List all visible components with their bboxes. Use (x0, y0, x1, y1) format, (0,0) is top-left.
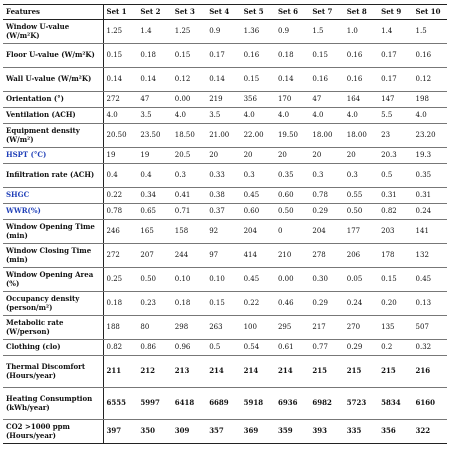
value-cell: 198 (413, 92, 447, 108)
value-cell: 0.15 (103, 44, 137, 68)
value-cell: 0.20 (378, 292, 412, 316)
value-cell: 19.50 (275, 124, 309, 148)
value-cell: 204 (309, 220, 343, 244)
value-cell: 214 (241, 356, 275, 388)
value-cell: 20 (344, 148, 378, 164)
value-cell: 1.5 (309, 20, 343, 44)
value-cell: 170 (275, 92, 309, 108)
value-cell: 359 (275, 420, 309, 444)
table-row (3, 204, 447, 220)
value-cell: 0.35 (413, 164, 447, 188)
feature-label: WWR(%) (3, 204, 103, 220)
value-cell: 0.30 (309, 268, 343, 292)
value-cell: 6936 (275, 388, 309, 420)
value-cell: 0.14 (275, 68, 309, 92)
value-cell: 20 (206, 148, 240, 164)
value-cell: 244 (172, 244, 206, 268)
header-set-7: Set 7 (309, 5, 343, 20)
value-cell: 20.50 (103, 124, 137, 148)
value-cell: 158 (172, 220, 206, 244)
value-cell: 0.12 (172, 68, 206, 92)
value-cell: 0.3 (241, 164, 275, 188)
value-cell: 0.78 (103, 204, 137, 220)
feature-label: Ventilation (ACH) (3, 108, 103, 124)
value-cell: 92 (206, 220, 240, 244)
table-row (3, 20, 447, 44)
value-cell: 19.3 (413, 148, 447, 164)
feature-label: Window U-value (W/m²K) (3, 20, 103, 44)
value-cell: 0.15 (172, 44, 206, 68)
value-cell: 0.45 (241, 268, 275, 292)
value-cell: 20.3 (378, 148, 412, 164)
value-cell: 203 (378, 220, 412, 244)
value-cell: 211 (103, 356, 137, 388)
value-cell: 164 (344, 92, 378, 108)
value-cell: 4.0 (241, 108, 275, 124)
value-cell: 0.17 (378, 68, 412, 92)
value-cell: 0.50 (137, 268, 171, 292)
table-row (3, 420, 447, 444)
value-cell: 213 (172, 356, 206, 388)
feature-label: Wall U-value (W/m²K) (3, 68, 103, 92)
table-row (3, 124, 447, 148)
table-row (3, 148, 447, 164)
value-cell: 0.29 (309, 204, 343, 220)
header-set-9: Set 9 (378, 5, 412, 20)
value-cell: 19 (103, 148, 137, 164)
value-cell: 0.14 (137, 68, 171, 92)
value-cell: 0.65 (137, 204, 171, 220)
value-cell: 0.14 (103, 68, 137, 92)
value-cell: 0.4 (137, 164, 171, 188)
table-row (3, 316, 447, 340)
value-cell: 369 (241, 420, 275, 444)
feature-label: HSPT (°C) (3, 148, 103, 164)
value-cell: 4.0 (275, 108, 309, 124)
value-cell: 47 (309, 92, 343, 108)
value-cell: 0.5 (206, 340, 240, 356)
features-table (3, 4, 447, 444)
value-cell: 0.18 (137, 44, 171, 68)
value-cell: 0.13 (413, 292, 447, 316)
header-set-6: Set 6 (275, 5, 309, 20)
table-row (3, 388, 447, 420)
value-cell: 356 (241, 92, 275, 108)
value-cell: 0.71 (172, 204, 206, 220)
header-set-2: Set 2 (137, 5, 171, 20)
value-cell: 0.15 (309, 44, 343, 68)
value-cell: 20 (241, 148, 275, 164)
value-cell: 1.0 (344, 20, 378, 44)
value-cell: 295 (275, 316, 309, 340)
value-cell: 393 (309, 420, 343, 444)
value-cell: 0.10 (206, 268, 240, 292)
value-cell: 141 (413, 220, 447, 244)
value-cell: 0.50 (344, 204, 378, 220)
table-row (3, 292, 447, 316)
value-cell: 3.5 (206, 108, 240, 124)
value-cell: 278 (309, 244, 343, 268)
feature-label: Thermal Discomfort (Hours/year) (3, 356, 103, 388)
value-cell: 0.4 (103, 164, 137, 188)
value-cell: 0.86 (137, 340, 171, 356)
value-cell: 23.20 (413, 124, 447, 148)
feature-label: Window Opening Area (%) (3, 268, 103, 292)
value-cell: 1.4 (378, 20, 412, 44)
value-cell: 1.5 (413, 20, 447, 44)
value-cell: 414 (241, 244, 275, 268)
header-set-1: Set 1 (103, 5, 137, 20)
value-cell: 0.45 (413, 268, 447, 292)
value-cell: 18.00 (344, 124, 378, 148)
value-cell: 20 (309, 148, 343, 164)
value-cell: 4.0 (344, 108, 378, 124)
feature-label: Metabolic rate (W/person) (3, 316, 103, 340)
value-cell: 22.00 (241, 124, 275, 148)
table-row (3, 220, 447, 244)
value-cell: 4.0 (413, 108, 447, 124)
value-cell: 298 (172, 316, 206, 340)
value-cell: 350 (137, 420, 171, 444)
table-row (3, 356, 447, 388)
value-cell: 188 (103, 316, 137, 340)
table-row (3, 268, 447, 292)
value-cell: 0.2 (378, 340, 412, 356)
value-cell: 0.96 (172, 340, 206, 356)
value-cell: 0.15 (206, 292, 240, 316)
value-cell: 6160 (413, 388, 447, 420)
value-cell: 322 (413, 420, 447, 444)
feature-label: Heating Consumption (kWh/year) (3, 388, 103, 420)
value-cell: 219 (206, 92, 240, 108)
feature-label: Occupancy density (person/m²) (3, 292, 103, 316)
value-cell: 0.18 (103, 292, 137, 316)
value-cell: 0.5 (378, 164, 412, 188)
value-cell: 215 (344, 356, 378, 388)
value-cell: 0.23 (137, 292, 171, 316)
value-cell: 0.3 (309, 164, 343, 188)
feature-label: Window Closing Time (min) (3, 244, 103, 268)
value-cell: 0.29 (309, 292, 343, 316)
value-cell: 0.41 (172, 188, 206, 204)
table-row (3, 340, 447, 356)
value-cell: 0.17 (378, 44, 412, 68)
value-cell: 0.22 (241, 292, 275, 316)
value-cell: 23.50 (137, 124, 171, 148)
value-cell: 5723 (344, 388, 378, 420)
value-cell: 507 (413, 316, 447, 340)
value-cell: 0 (275, 220, 309, 244)
value-cell: 18.00 (309, 124, 343, 148)
value-cell: 0.9 (206, 20, 240, 44)
table-row (3, 108, 447, 124)
value-cell: 0.60 (275, 188, 309, 204)
feature-label: Infiltration rate (ACH) (3, 164, 103, 188)
value-cell: 216 (413, 356, 447, 388)
value-cell: 165 (137, 220, 171, 244)
value-cell: 18.50 (172, 124, 206, 148)
value-cell: 0.22 (103, 188, 137, 204)
value-cell: 0.25 (103, 268, 137, 292)
value-cell: 19 (137, 148, 171, 164)
value-cell: 0.18 (275, 44, 309, 68)
value-cell: 0.60 (241, 204, 275, 220)
value-cell: 309 (172, 420, 206, 444)
value-cell: 204 (241, 220, 275, 244)
feature-label: Orientation (°) (3, 92, 103, 108)
value-cell: 6555 (103, 388, 137, 420)
value-cell: 0.35 (275, 164, 309, 188)
value-cell: 0.12 (413, 68, 447, 92)
value-cell: 270 (344, 316, 378, 340)
value-cell: 0.15 (241, 68, 275, 92)
value-cell: 0.31 (378, 188, 412, 204)
value-cell: 246 (103, 220, 137, 244)
header-set-3: Set 3 (172, 5, 206, 20)
value-cell: 0.3 (172, 164, 206, 188)
value-cell: 6418 (172, 388, 206, 420)
value-cell: 0.78 (309, 188, 343, 204)
value-cell: 0.29 (344, 340, 378, 356)
value-cell: 214 (275, 356, 309, 388)
value-cell: 214 (206, 356, 240, 388)
value-cell: 5.5 (378, 108, 412, 124)
feature-label: CO2 >1000 ppm (Hours/year) (3, 420, 103, 444)
value-cell: 100 (241, 316, 275, 340)
value-cell: 177 (344, 220, 378, 244)
value-cell: 3.5 (137, 108, 171, 124)
value-cell: 0.16 (309, 68, 343, 92)
value-cell: 0.55 (344, 188, 378, 204)
value-cell: 0.16 (413, 44, 447, 68)
value-cell: 178 (378, 244, 412, 268)
feature-label: Window Opening Time (min) (3, 220, 103, 244)
value-cell: 215 (378, 356, 412, 388)
value-cell: 80 (137, 316, 171, 340)
value-cell: 357 (206, 420, 240, 444)
value-cell: 0.38 (206, 188, 240, 204)
value-cell: 0.05 (344, 268, 378, 292)
value-cell: 0.45 (241, 188, 275, 204)
header-row (3, 5, 447, 20)
value-cell: 0.16 (344, 68, 378, 92)
value-cell: 0.16 (241, 44, 275, 68)
value-cell: 0.34 (137, 188, 171, 204)
value-cell: 0.33 (206, 164, 240, 188)
value-cell: 356 (378, 420, 412, 444)
value-cell: 5997 (137, 388, 171, 420)
value-cell: 0.00 (275, 268, 309, 292)
table-row (3, 92, 447, 108)
table-row (3, 188, 447, 204)
value-cell: 1.36 (241, 20, 275, 44)
value-cell: 132 (413, 244, 447, 268)
value-cell: 0.54 (241, 340, 275, 356)
value-cell: 23 (378, 124, 412, 148)
value-cell: 0.82 (103, 340, 137, 356)
value-cell: 4.0 (172, 108, 206, 124)
value-cell: 4.0 (103, 108, 137, 124)
value-cell: 0.31 (413, 188, 447, 204)
table-row (3, 68, 447, 92)
value-cell: 0.18 (172, 292, 206, 316)
value-cell: 135 (378, 316, 412, 340)
value-cell: 0.17 (206, 44, 240, 68)
value-cell: 6982 (309, 388, 343, 420)
header-set-5: Set 5 (241, 5, 275, 20)
value-cell: 0.24 (344, 292, 378, 316)
value-cell: 0.00 (172, 92, 206, 108)
header-set-10: Set 10 (413, 5, 447, 20)
value-cell: 207 (137, 244, 171, 268)
value-cell: 20 (275, 148, 309, 164)
value-cell: 5834 (378, 388, 412, 420)
value-cell: 21.00 (206, 124, 240, 148)
value-cell: 147 (378, 92, 412, 108)
value-cell: 0.3 (344, 164, 378, 188)
feature-label: Floor U-value (W/m²K) (3, 44, 103, 68)
value-cell: 5918 (241, 388, 275, 420)
value-cell: 217 (309, 316, 343, 340)
value-cell: 0.50 (275, 204, 309, 220)
value-cell: 335 (344, 420, 378, 444)
value-cell: 0.37 (206, 204, 240, 220)
value-cell: 0.24 (413, 204, 447, 220)
value-cell: 206 (344, 244, 378, 268)
value-cell: 0.82 (378, 204, 412, 220)
value-cell: 97 (206, 244, 240, 268)
header-features: Features (3, 5, 103, 20)
feature-label: SHGC (3, 188, 103, 204)
value-cell: 0.16 (344, 44, 378, 68)
value-cell: 0.77 (309, 340, 343, 356)
value-cell: 215 (309, 356, 343, 388)
value-cell: 0.9 (275, 20, 309, 44)
table-row (3, 244, 447, 268)
value-cell: 212 (137, 356, 171, 388)
value-cell: 210 (275, 244, 309, 268)
value-cell: 397 (103, 420, 137, 444)
header-set-4: Set 4 (206, 5, 240, 20)
value-cell: 47 (137, 92, 171, 108)
value-cell: 0.14 (206, 68, 240, 92)
value-cell: 0.10 (172, 268, 206, 292)
value-cell: 0.15 (378, 268, 412, 292)
feature-label: Clothing (clo) (3, 340, 103, 356)
value-cell: 4.0 (309, 108, 343, 124)
value-cell: 1.4 (137, 20, 171, 44)
value-cell: 20.5 (172, 148, 206, 164)
value-cell: 272 (103, 92, 137, 108)
value-cell: 0.46 (275, 292, 309, 316)
value-cell: 0.32 (413, 340, 447, 356)
value-cell: 1.25 (103, 20, 137, 44)
value-cell: 263 (206, 316, 240, 340)
value-cell: 272 (103, 244, 137, 268)
table-row (3, 44, 447, 68)
header-set-8: Set 8 (344, 5, 378, 20)
value-cell: 1.25 (172, 20, 206, 44)
feature-label: Equipment density (W/m²) (3, 124, 103, 148)
value-cell: 6689 (206, 388, 240, 420)
value-cell: 0.61 (275, 340, 309, 356)
table-row (3, 164, 447, 188)
